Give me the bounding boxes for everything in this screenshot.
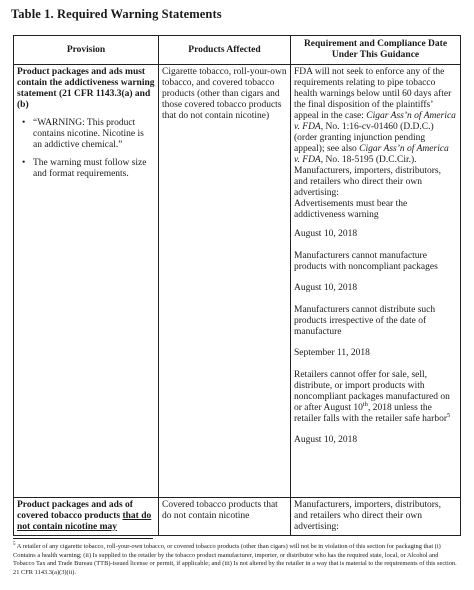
footnote-divider xyxy=(13,538,153,539)
footnote-number: 5 xyxy=(13,541,16,547)
case-citation: Cigar Ass’n of America v. FDA xyxy=(294,144,449,165)
advertisers-must: Advertisements must bear the addictiveness warning xyxy=(294,199,408,220)
table-row xyxy=(14,65,461,498)
table-header-row xyxy=(14,36,461,65)
provision-cell xyxy=(14,498,159,536)
warning-statements-table xyxy=(13,35,461,536)
case-citation: Cigar Ass’n of America v. FDA xyxy=(294,111,456,132)
compliance-date: August 10, 2018 xyxy=(294,229,358,239)
provision-bullet: • “WARNING: This product contains nicotine. Nicotine is an addictive chemical.” xyxy=(33,118,155,151)
manufacture-requirement: Manufacturers cannot manufacture products with noncompliant packages xyxy=(294,251,438,272)
table-title: Table 1. Required Warning Statements xyxy=(11,7,222,21)
compliance-date: August 10, 2018 xyxy=(294,283,358,293)
compliance-date: September 11, 2018 xyxy=(294,348,370,358)
retailer-requirement: Retailers cannot offer for sale, sell, distribute, or import products with noncompliant packages manufactured on or after August 10th, 2018 unless the retailer falls with the retailer safe harbor$^5$ xyxy=(294,370,451,424)
footnote-text: A retailer of any cigarette tobacco, roll-your-own tobacco, or covered tobacco products (other than cigars) will not be in violation of this section for packaging that (i) Contains a health warning; (ii) Is supplied to the retailer by the tobacco product manufacturer, importer, or distributor who has the required state, local, or Alcohol and Tobacco Tax and Trade Bureau (TTB)-issued license or permit, if applicable; and (iii) Is not altered by the retailer in a way that is material to the requirements of this section. 21 CFR 1143.3(a)(3)(ii). xyxy=(13,543,457,576)
provision-title: Product packages and ads must contain the addictiveness warning statement (21 CFR 1143.3(a) and (b) xyxy=(17,67,155,110)
provision-cell xyxy=(14,65,159,498)
requirement-cell xyxy=(291,65,461,498)
provision-title: Product packages and ads of covered tobacco products that do not contain nicotine may xyxy=(17,500,152,532)
footnote xyxy=(13,543,460,577)
header-products-affected: Products Affected xyxy=(159,36,291,65)
compliance-date: August 10, 2018 xyxy=(294,435,358,445)
products-affected-cell: Cigarette tobacco, roll-your-own tobacco, and covered tobacco products (other than cigars and those covered tobacco products that do not contain nicotine) xyxy=(159,65,291,498)
provision-bullet: • The warning must follow size and format requirements. xyxy=(33,158,155,180)
products-affected-cell: Covered tobacco products that do not contain nicotine xyxy=(159,498,291,536)
distribute-requirement: Manufacturers cannot distribute such products irrespective of the date of manufacture xyxy=(294,305,436,337)
requirement-cell: Manufacturers, importers, distributors, and retailers who direct their own advertising: xyxy=(291,498,461,536)
provision-bullet-list xyxy=(17,118,155,180)
advertisers-who: Manufacturers, importers, distributors, and retailers who direct their own advertising: xyxy=(294,166,441,198)
table-row xyxy=(14,498,461,536)
header-provision: Provision xyxy=(14,36,159,65)
header-requirement: Requirement and Compliance Date Under This Guidance xyxy=(291,36,461,65)
enforcement-note: FDA will not seek to enforce any of the requirements relating to pipe tobacco health warnings below until 60 days after the final disposition of the plaintiffs’ appeal in the case: Cigar Ass’n of America v. FDA, No. 1:16-cv-01460 (D.D.C.) (order granting injunction pending appeal); see also Cigar Ass’n of America v. FDA, No. 18-5195 (D.C.Cir.). xyxy=(294,67,456,165)
footnote-reference[interactable]: 5 xyxy=(446,411,451,419)
